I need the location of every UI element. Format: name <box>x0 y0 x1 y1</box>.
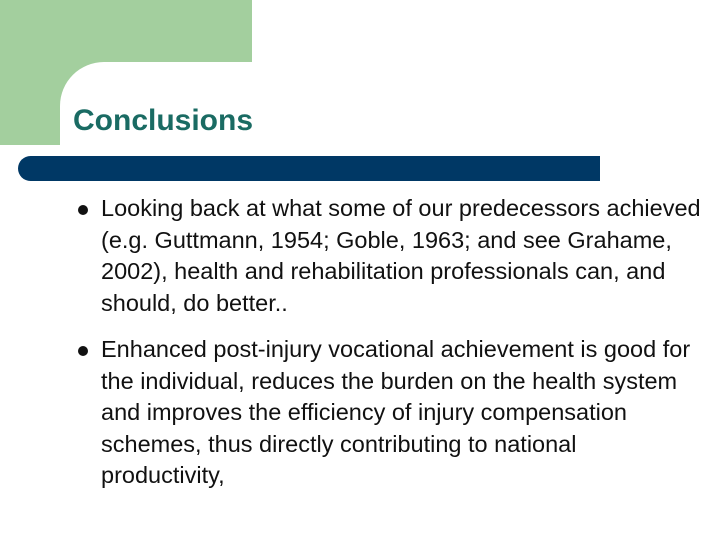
bullet-item <box>74 193 706 319</box>
bullet-text: Looking back at what some of our predecessors achieved (e.g. Guttmann, 1954; Goble, 1963; and see Grahame, 2002), health and rehabilitation professionals can, and should, do better.. <box>101 195 701 316</box>
slide-title: Conclusions <box>73 104 254 137</box>
bullet-list <box>74 193 706 507</box>
bullet-dot-icon <box>78 346 88 356</box>
title-underline-bar <box>18 156 600 181</box>
bullet-item <box>74 334 706 492</box>
bullet-text: Enhanced post-injury vocational achievement is good for the individual, reduces the burden on the health system and improves the efficiency of injury compensation schemes, thus directly contributing to national productivity, <box>101 336 691 488</box>
bullet-dot-icon <box>78 205 88 215</box>
